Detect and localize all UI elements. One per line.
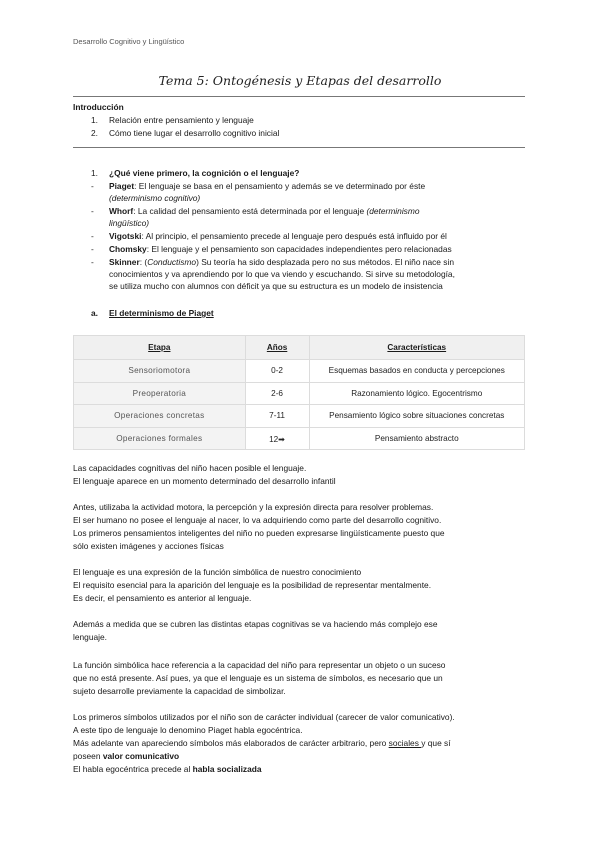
characteristics-cell: Pensamiento lógico sobre situaciones concretas	[309, 405, 525, 428]
paragraph-line: La función simbólica hace referencia a la capacidad del niño para representar un objeto o un suceso	[73, 660, 446, 670]
bullet-piaget: Piaget: El lenguaje se basa en el pensamiento y además se ve determinado por éste	[109, 181, 426, 191]
stage-cell: Sensoriomotora	[74, 360, 246, 383]
intro-item-number: 1.	[91, 115, 98, 125]
bullet-piaget-cont: (determinismo cognitivo)	[109, 193, 201, 203]
bullet-skinner-cont: conocimientos y va aprendiendo por lo que va viendo y escuchando. Si sirve su metodología,	[109, 269, 455, 279]
age-cell: 12➡	[245, 427, 309, 450]
paragraph-line: que no está presente. Así pues, ya que el lenguaje es un sistema de símbolos, es necesario que un	[73, 673, 443, 683]
subsection-label: a.	[91, 308, 98, 318]
paragraph-line: El requisito esencial para la aparición del lenguaje es la posibilidad de representar mentalmente.	[73, 580, 432, 590]
stage-cell: Preoperatoria	[74, 382, 246, 405]
paragraph-line: lenguaje.	[73, 632, 107, 642]
table-row	[74, 382, 525, 405]
age-cell: 2-6	[245, 382, 309, 405]
table-row	[74, 427, 525, 450]
paragraph-line: A este tipo de lenguaje lo denomino Piaget habla egocéntrica.	[73, 725, 303, 735]
table-row	[74, 360, 525, 383]
paragraph-line: Los primeros símbolos utilizados por el niño son de carácter individual (carecer de valor comunicativo).	[73, 712, 455, 722]
intro-heading: Introducción	[73, 102, 124, 112]
paragraph-line: Los primeros pensamientos inteligentes del niño no pueden expresarse lingüísticamente puesto que	[73, 528, 445, 538]
bullet-dash: -	[91, 181, 94, 191]
table-header-row	[74, 336, 525, 360]
running-header: Desarrollo Cognitivo y Lingüístico	[73, 37, 185, 46]
bullet-dash: -	[91, 244, 94, 254]
stage-cell: Operaciones formales	[74, 427, 246, 450]
section-heading: ¿Qué viene primero, la cognición o el lenguaje?	[109, 168, 300, 178]
characteristics-cell: Esquemas basados en conducta y percepciones	[309, 360, 525, 383]
paragraph-line: El habla egocéntrica precede al habla socializada	[73, 764, 262, 774]
age-cell: 0-2	[245, 360, 309, 383]
bullet-dash: -	[91, 231, 94, 241]
bullet-vigotski: Vigotski: Al principio, el pensamiento precede al lenguaje pero después está influido por él	[109, 231, 447, 241]
bullet-dash: -	[91, 206, 94, 216]
bullet-whorf: Whorf: La calidad del pensamiento está determinada por el lenguaje (determinismo	[109, 206, 420, 216]
stage-cell: Operaciones concretas	[74, 405, 246, 428]
column-header: Características	[309, 336, 525, 360]
bullet-dash: -	[91, 257, 94, 267]
column-header: Años	[245, 336, 309, 360]
section-number: 1.	[91, 168, 98, 178]
bullet-skinner: Skinner: (Conductismo) Su teoría ha sido desplazada pero no sus métodos. El niño nace sin	[109, 257, 455, 267]
paragraph-line: Además a medida que se cubren las distintas etapas cognitivas se va haciendo más complejo ese	[73, 619, 438, 629]
subsection-heading: El determinismo de Piaget	[109, 308, 214, 318]
intro-item: Cómo tiene lugar el desarrollo cognitivo inicial	[109, 128, 280, 138]
paragraph-line: Antes, utilizaba la actividad motora, la percepción y la expresión directa para resolver problemas.	[73, 502, 434, 512]
piaget-stages-table	[73, 335, 525, 450]
paragraph-line: Es decir, el pensamiento es anterior al lenguaje.	[73, 593, 252, 603]
paragraph-line: Las capacidades cognitivas del niño hacen posible el lenguaje.	[73, 463, 307, 473]
intro-item: Relación entre pensamiento y lenguaje	[109, 115, 254, 125]
column-header: Etapa	[74, 336, 246, 360]
paragraph-line: Más adelante van apareciendo símbolos más elaborados de carácter arbitrario, pero sociales y que sí	[73, 738, 451, 748]
title-divider	[73, 96, 525, 97]
paragraph-line: El ser humano no posee el lenguaje al nacer, lo va adquiriendo como parte del desarrollo cognitivo.	[73, 515, 442, 525]
page-title: Tema 5: Ontogénesis y Etapas del desarrollo	[158, 73, 442, 88]
paragraph-line: sujeto desarrolle previamente la capacidad de simbolizar.	[73, 686, 286, 696]
intro-item-number: 2.	[91, 128, 98, 138]
bullet-whorf-cont: lingüístico)	[109, 218, 150, 228]
bullet-chomsky: Chomsky: El lenguaje y el pensamiento son capacidades independientes pero relacionadas	[109, 244, 452, 254]
paragraph-line: poseen valor comunicativo	[73, 751, 180, 761]
bullet-skinner-cont: se utiliza mucho con alumnos con déficit ya que su estructura es un modelo de insistencia	[109, 281, 443, 291]
age-cell: 7-11	[245, 405, 309, 428]
paragraph-line: El lenguaje es una expresión de la función simbólica de nuestro conocimiento	[73, 567, 362, 577]
table-row	[74, 405, 525, 428]
characteristics-cell: Pensamiento abstracto	[309, 427, 525, 450]
paragraph-line: sólo existen imágenes y acciones físicas	[73, 541, 224, 551]
paragraph-line: El lenguaje aparece en un momento determinado del desarrollo infantil	[73, 476, 336, 486]
characteristics-cell: Razonamiento lógico. Egocentrismo	[309, 382, 525, 405]
intro-divider	[73, 147, 525, 148]
